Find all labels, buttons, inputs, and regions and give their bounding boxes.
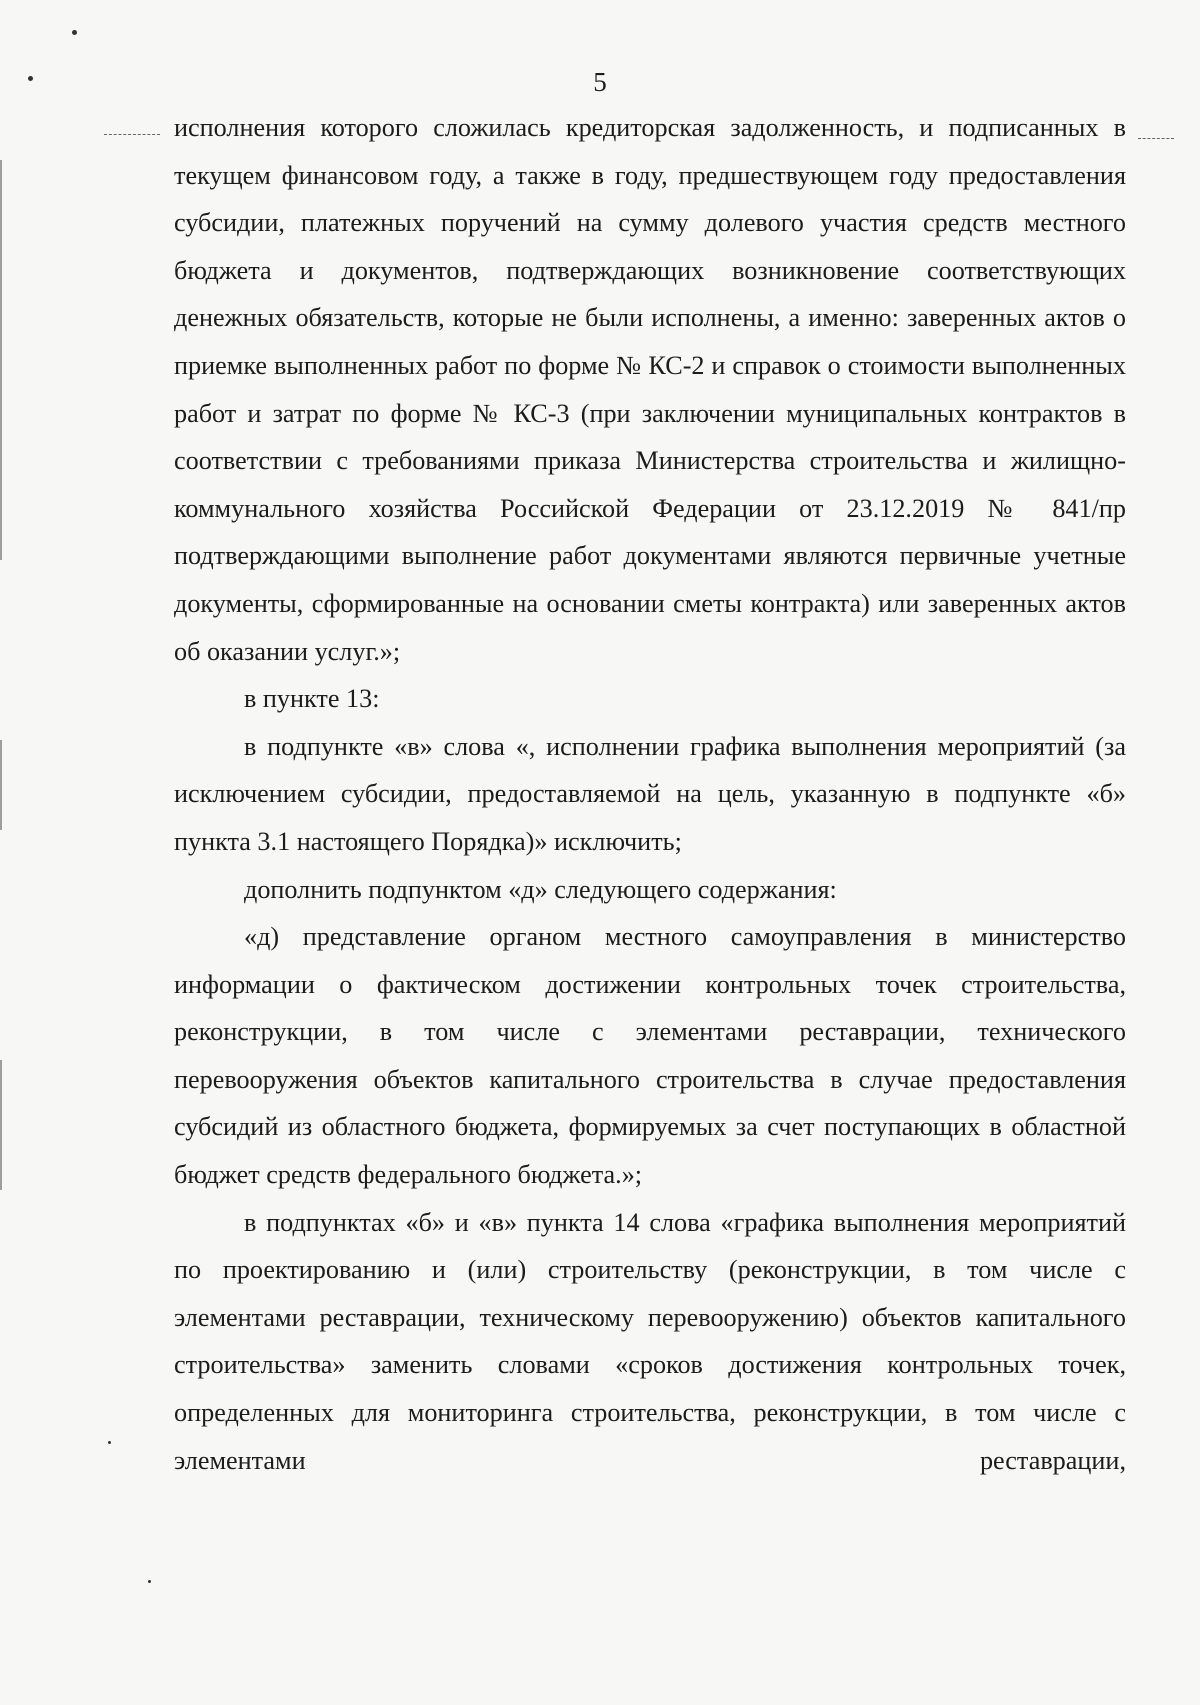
paragraph-subitem-d-text: «д) представление органом местного самоуправления в министерство информации о фактическом достижении контрольных точек строительства, реконструкции, в том числе с элементами реставрации, технического перевооружения объектов капитального строительства в случае предоставления субсидий из областного бюджета, формируемых за счет поступающих в областной бюджет средств федерального бюджета.»;	[174, 922, 1126, 1190]
scan-dotted-line	[104, 134, 160, 135]
scan-left-edge	[0, 1060, 2, 1190]
scan-speck	[108, 1441, 111, 1444]
paragraph-item-13: в пункте 13:	[244, 684, 380, 714]
scan-dotted-line	[1138, 138, 1174, 139]
paragraph-subitem-v: в подпункте «в» слова «, исполнении графика выполнения мероприятий (за исключением субсидии, предоставляемой на цель, указанную в подпункте «б» пункта 3.1 настоящего Порядка)» исключить;	[174, 731, 1126, 856]
paragraph-add-subitem-d: дополнить подпунктом «д» следующего содержания:	[244, 874, 837, 904]
scan-speck	[72, 30, 77, 35]
paragraph-continued: исполнения которого сложилась кредиторская задолженность, и подписанных в текущем финансовом году, а также в году, предшествующем году предоставления субсидии, платежных поручений на сумму долевого участия средств местного бюджета и документов, подтверждающих возникновение соответствующих денежных обязательств, которые не были исполнены, а именно: заверенных актов о приемке выполненных работ по форме № КС-2 и справок о стоимости выполненных работ и затрат по форме № КС-3 (при заключении муниципальных контрактов в соответствии с требованиями приказа Министерства строительства и жилищно-коммунального хозяйства Российской Федерации от 23.12.2019 № 841/пр подтверждающими выполнение работ документами являются первичные учетные документы, сформированные на основании сметы контракта) или заверенных актов об оказании услуг.»;	[174, 113, 1126, 666]
scan-speck	[28, 76, 33, 81]
paragraph-item-14: в подпунктах «б» и «в» пункта 14 слова «графика выполнения мероприятий по проектированию и (или) строительству (реконструкции, в том числе с элементами реставрации, техническому перевооружению) объектов капитального строительства» заменить словами «сроков достижения контрольных точек, определенных для мониторинга строительства, реконструкции, в том числе с элементами реставрации,	[174, 1207, 1126, 1475]
document-body	[174, 104, 1126, 1484]
scan-speck	[148, 1580, 151, 1583]
scan-left-edge	[0, 740, 2, 830]
page-number: 5	[593, 67, 607, 97]
scan-left-edge	[0, 160, 2, 560]
